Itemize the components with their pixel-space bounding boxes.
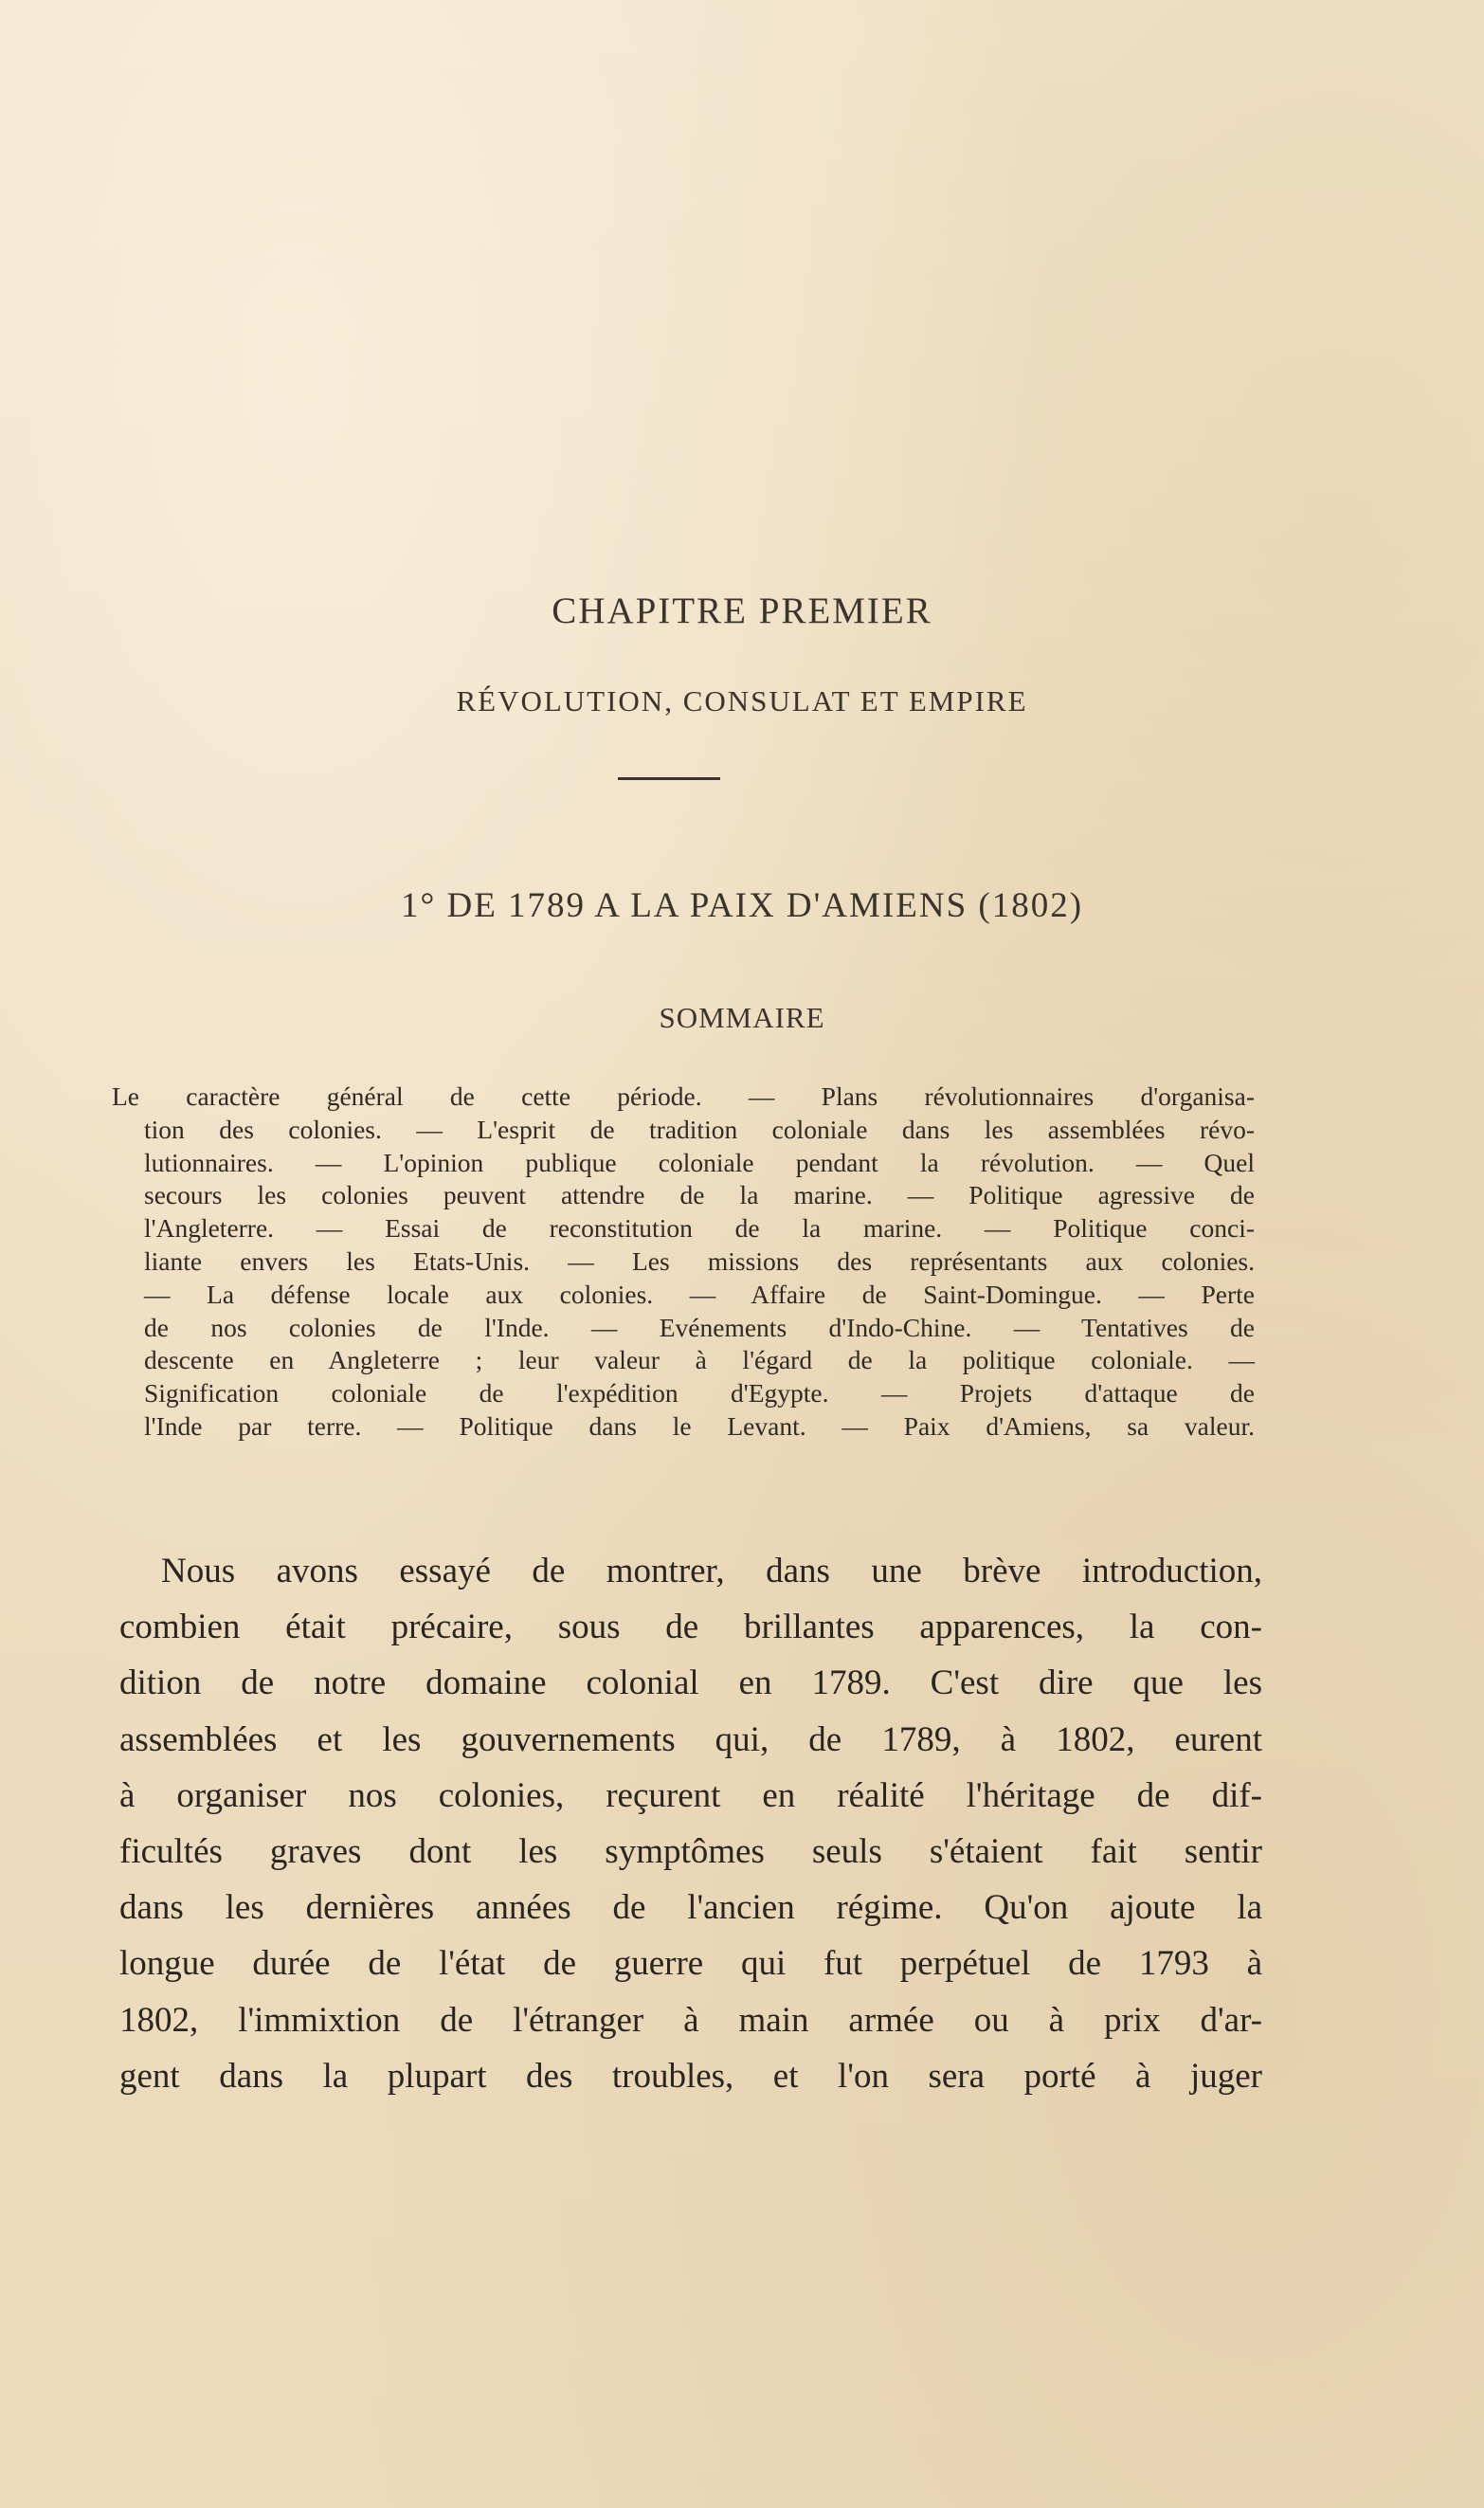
body-line: dition de notre domaine colonial en 1789. C'est dire que les xyxy=(119,1663,1262,1703)
summary-line: Signification coloniale de l'expédition d'Egypte. — Projets d'attaque de xyxy=(144,1378,1255,1408)
summary-line: liante envers les Etats-Unis. — Les missions des représentants aux colonies. xyxy=(144,1245,1255,1276)
chapter-subtitle: RÉVOLUTION, CONSULAT ET EMPIRE xyxy=(456,684,1028,718)
summary-line: — La défense locale aux colonies. — Affaire de Saint-Domingue. — Perte xyxy=(144,1279,1255,1309)
section-title: 1° DE 1789 A LA PAIX D'AMIENS (1802) xyxy=(400,886,1084,925)
summary-line: l'Angleterre. — Essai de reconstitution de la marine. — Politique conci- xyxy=(144,1213,1255,1244)
summary-line: tion des colonies. — L'esprit de tradition coloniale dans les assemblées révo- xyxy=(144,1114,1255,1144)
body-line: longue durée de l'état de guerre qui fut perpétuel de 1793 à xyxy=(119,1944,1262,1984)
body-line: à organiser nos colonies, reçurent en réalité l'héritage de dif- xyxy=(119,1775,1262,1815)
body-line: ficultés graves dont les symptômes seuls s'étaient fait sentir xyxy=(119,1832,1262,1872)
body-paragraph xyxy=(119,1543,1262,2104)
body-line: gent dans la plupart des troubles, et l'on sera porté à juger xyxy=(119,2056,1262,2096)
summary-line: lutionnaires. — L'opinion publique coloniale pendant la révolution. — Quel xyxy=(144,1147,1255,1177)
body-line: assemblées et les gouvernements qui, de 1789, à 1802, eurent xyxy=(119,1719,1262,1759)
summary-line: Le caractère général de cette période. — Plans révolutionnaires d'organisa- xyxy=(112,1081,1255,1111)
body-line: Nous avons essayé de montrer, dans une brève introduction, xyxy=(161,1552,1262,1590)
summary-line: descente en Angleterre ; leur valeur à l'égard de la politique coloniale. — xyxy=(144,1345,1255,1375)
section-divider xyxy=(618,777,720,780)
summary-line: l'Inde par terre. — Politique dans le Levant. — Paix d'Amiens, sa valeur. xyxy=(144,1410,1255,1441)
chapter-title: CHAPITRE PREMIER xyxy=(552,591,932,631)
body-line: 1802, l'immixtion de l'étranger à main armée ou à prix d'ar- xyxy=(119,2000,1262,2040)
body-line: dans les dernières années de l'ancien régime. Qu'on ajoute la xyxy=(119,1888,1262,1928)
summary-paragraph xyxy=(112,1081,1255,1444)
sommaire-heading: SOMMAIRE xyxy=(659,1001,825,1034)
summary-line: secours les colonies peuvent attendre de la marine. — Politique agressive de xyxy=(144,1180,1255,1210)
body-line: combien était précaire, sous de brillantes apparences, la con- xyxy=(119,1608,1262,1647)
summary-line: de nos colonies de l'Inde. — Evénements d'Indo-Chine. — Tentatives de xyxy=(144,1312,1255,1342)
